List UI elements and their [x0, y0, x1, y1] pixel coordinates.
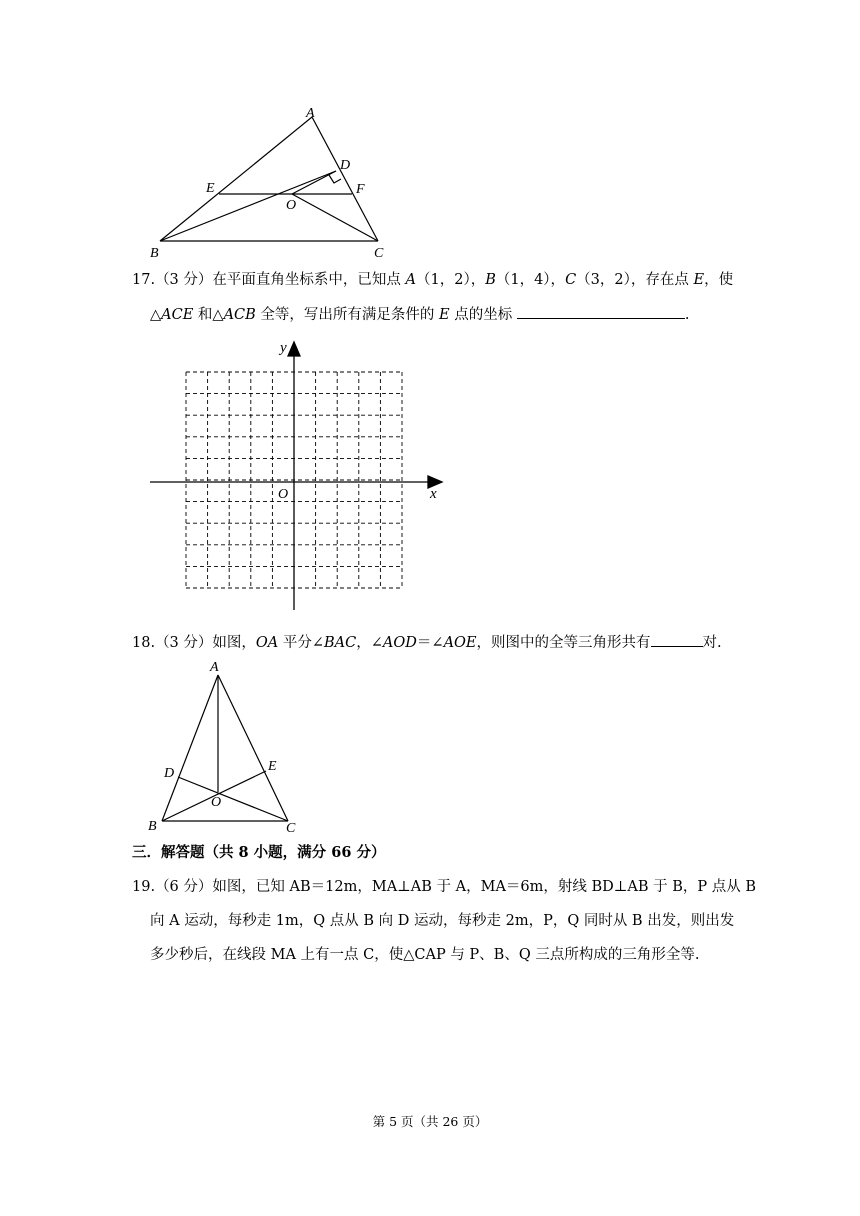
q17-text-end: ，使	[704, 272, 734, 288]
fig16-label-F: F	[356, 182, 365, 197]
fig18-label-B: B	[148, 819, 157, 834]
fig16-label-A: A	[306, 106, 315, 121]
q18-number: 18.	[132, 635, 156, 651]
fig16-label-B: B	[150, 246, 159, 261]
q18-t3: ＝∠	[416, 635, 444, 651]
section-heading: 三．解答题（共 8 小题，满分 66 分）	[132, 844, 386, 861]
figure-q16	[140, 105, 400, 265]
fig18-label-D: D	[164, 766, 175, 781]
q17-period: .	[684, 307, 690, 323]
q17-text-c: 全等，写出所有满足条件的	[255, 307, 440, 323]
figure-q18	[140, 655, 310, 840]
q18-t1: 平分∠	[278, 635, 325, 651]
axis-x-label: x	[430, 486, 437, 502]
fig18-label-O: O	[211, 795, 222, 810]
q19-score: （6 分）	[155, 879, 213, 895]
coordinate-grid-q17	[146, 336, 446, 616]
q17-tri-sym: △	[150, 307, 162, 323]
fig16-label-E: E	[206, 181, 215, 196]
fig18-label-C: C	[286, 821, 296, 836]
q18-score: （3 分）如图，	[155, 635, 256, 651]
fig16-label-O: O	[286, 198, 297, 213]
q17-tri-ACE: ACE	[161, 307, 194, 323]
q17-text-a: 在平面直角坐标系中，已知点	[212, 272, 406, 288]
q17-text-b: 和△	[193, 307, 224, 323]
question-17-line1	[132, 270, 733, 290]
q18-AOE: AOE	[443, 635, 477, 651]
q18-t4: ，则图中的全等三角形共有	[476, 635, 651, 651]
q19-line1: 如图，已知 AB＝12m，MA⊥AB 于 A，MA＝6m，射线 BD⊥AB 于 B，P 点从 B	[212, 879, 757, 895]
q18-BAC: BAC	[324, 635, 357, 651]
q18-t5: 对.	[702, 635, 722, 651]
question-19-line1	[132, 877, 756, 897]
fig18-label-A: A	[210, 660, 219, 675]
q17-number: 17.	[132, 272, 156, 288]
q17-point-E2: E	[439, 307, 450, 323]
fig18-label-E: E	[268, 759, 277, 774]
q17-point-B: B	[485, 272, 496, 288]
q18-OA: OA	[255, 635, 279, 651]
q17-tri-ACB: ACB	[223, 307, 256, 323]
q17-point-C: C	[565, 272, 577, 288]
fig16-label-D: D	[340, 158, 351, 173]
q17-coord-A: （1，2），	[416, 272, 486, 288]
fig16-label-C: C	[374, 246, 384, 261]
q17-coord-C: （3，2），存在点	[576, 272, 694, 288]
q18-t2: ，∠	[356, 635, 383, 651]
page-footer: 第 5 页（共 26 页）	[372, 1114, 488, 1129]
q17-point-A: A	[405, 272, 416, 288]
q18-AOD: AOD	[382, 635, 417, 651]
origin-label: O	[278, 487, 289, 502]
q19-number: 19.	[132, 879, 156, 895]
q17-text-d: 点的坐标	[449, 307, 517, 323]
question-19-line3: 多少秒后，在线段 MA 上有一点 C，使△CAP 与 P、B、Q 三点所构成的三角形全等.	[150, 947, 700, 963]
question-18	[132, 632, 722, 653]
q17-coord-B: （1，4），	[495, 272, 566, 288]
question-19-line2: 向 A 运动，每秒走 1m，Q 点从 B 向 D 运动，每秒走 2m，P，Q 同时从 B 出发，则出发	[150, 913, 735, 929]
axis-y-label: y	[280, 340, 287, 356]
q17-answer-blank[interactable]	[517, 304, 685, 319]
q18-answer-blank[interactable]	[651, 632, 703, 647]
question-17-line2	[150, 304, 689, 325]
q17-score: （3 分）	[155, 272, 213, 288]
q17-point-E: E	[693, 272, 705, 288]
